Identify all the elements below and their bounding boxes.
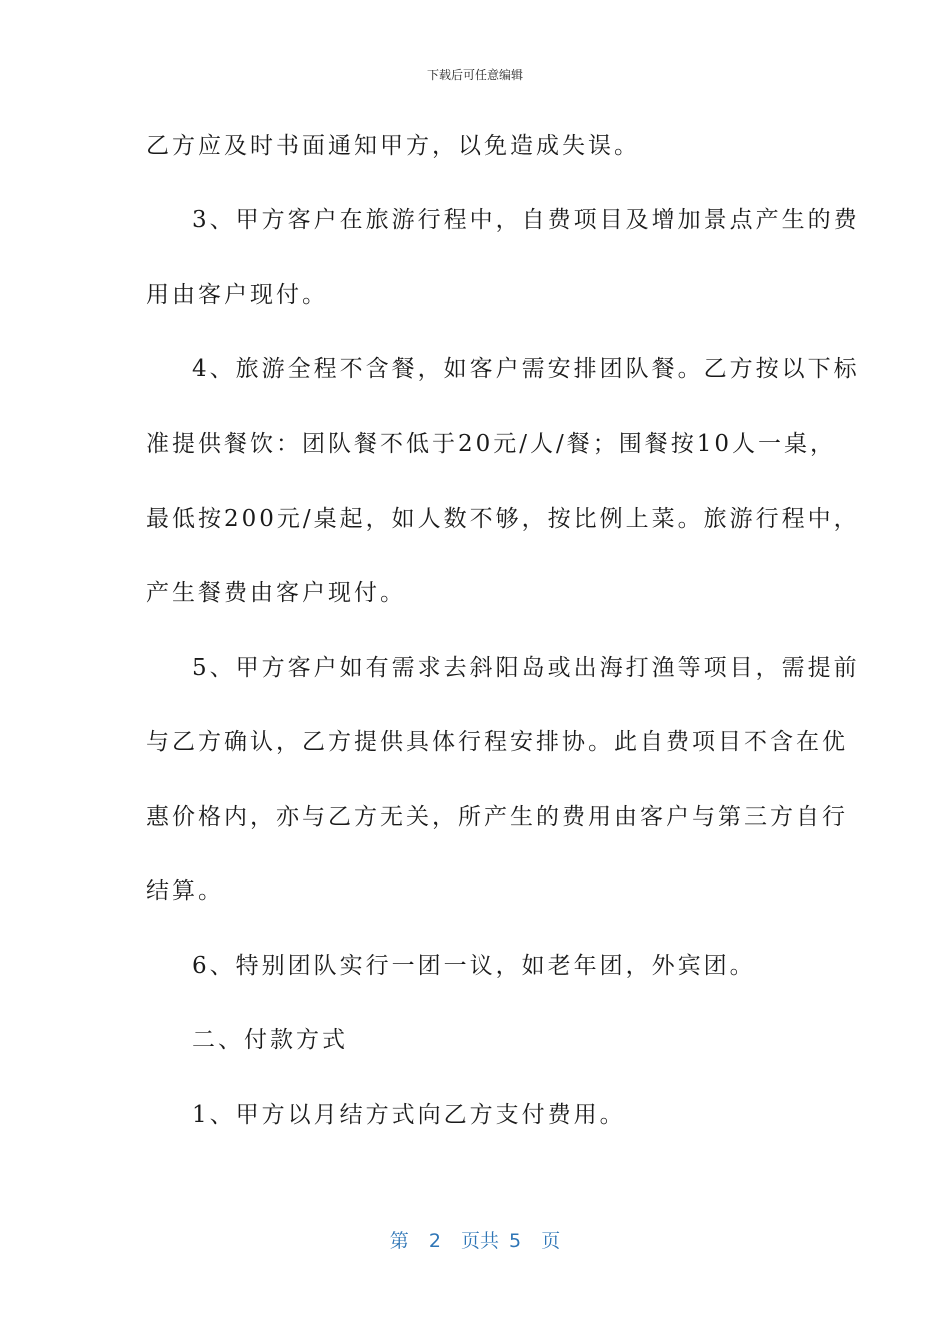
page-header: 下载后可任意编辑	[426, 68, 523, 82]
paragraph-line: 4、旅游全程不含餐，如客户需安排团队餐。乙方按以下标	[192, 356, 860, 382]
paragraph-line: 产生餐费由客户现付。	[146, 580, 406, 606]
paragraph-line: 乙方应及时书面通知甲方，以免造成失误。	[146, 133, 640, 159]
paragraph-line: 结算。	[146, 878, 224, 904]
paragraph-line: 6、特别团队实行一团一议，如老年团，外宾团。	[192, 953, 756, 979]
paragraph-line: 1、甲方以月结方式向乙方支付费用。	[192, 1102, 626, 1128]
paragraph-line: 用由客户现付。	[146, 282, 328, 308]
paragraph-line: 5、甲方客户如有需求去斜阳岛或出海打渔等项目，需提前	[192, 655, 860, 681]
paragraph-line: 惠价格内，亦与乙方无关，所产生的费用由客户与第三方自行	[146, 804, 848, 830]
paragraph-line: 最低按200元/桌起，如人数不够，按比例上菜。旅游行程中，	[146, 506, 860, 532]
paragraph-line: 准提供餐饮：团队餐不低于20元/人/餐；围餐按10人一桌，	[146, 431, 837, 457]
section-heading: 二、付款方式	[192, 1027, 348, 1053]
page-number-footer: 第 2 页共 5 页	[389, 1230, 561, 1252]
paragraph-line: 与乙方确认，乙方提供具体行程安排协。此自费项目不含在优	[146, 729, 848, 755]
paragraph-line: 3、甲方客户在旅游行程中，自费项目及增加景点产生的费	[192, 207, 860, 233]
